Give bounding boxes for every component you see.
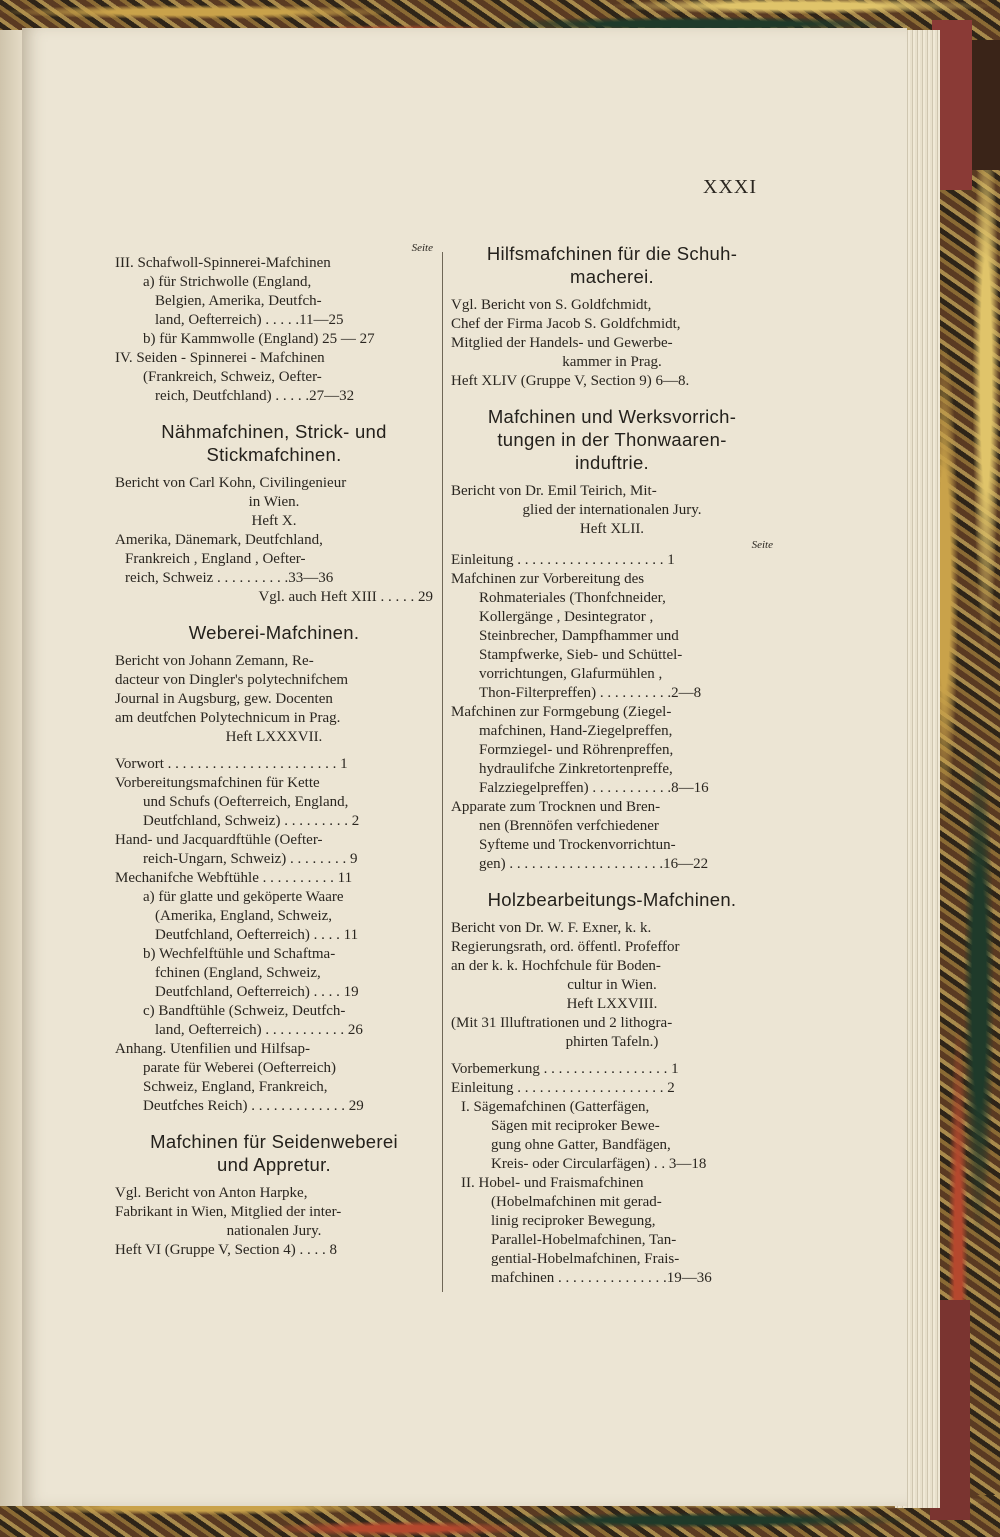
line: kammer in Prag. xyxy=(562,354,662,370)
line: an der k. k. Hochfchule für Boden- xyxy=(451,958,661,974)
line: nationalen Jury. xyxy=(226,1223,322,1239)
toc-line: Schweiz, England, Frankreich, xyxy=(143,1079,328,1095)
toc-line: fchinen (England, Schweiz, xyxy=(155,965,321,981)
line: Bericht von Dr. W. F. Exner, k. k. xyxy=(451,920,652,936)
toc-line: Deutfchland, Oefterreich) . . . . 11 xyxy=(155,927,359,943)
report-schuhmacherei xyxy=(451,296,773,391)
left-page-strip xyxy=(0,30,24,1506)
heading-line: Hilfsmafchinen für die Schuh- xyxy=(486,243,738,264)
section-heading-thonwaaren xyxy=(451,405,773,474)
report-weberei xyxy=(115,652,433,747)
line: reich, Schweiz . . . . . . . . . .33—36 xyxy=(125,570,334,586)
entry-iii xyxy=(115,254,433,349)
toc-line: Kreis- oder Circularfägen) . . 3—18 xyxy=(491,1156,707,1172)
line: glied der internationalen Jury. xyxy=(522,502,702,518)
line: Bericht von Dr. Emil Teirich, Mit- xyxy=(451,483,657,499)
column-rule xyxy=(442,252,443,1292)
toc-line: Mafchinen zur Vorbereitung des xyxy=(451,571,645,587)
line: Journal in Augsburg, gew. Docenten xyxy=(115,691,333,707)
line: (Mit 31 Illuftrationen und 2 lithogra- xyxy=(451,1015,673,1031)
section-heading-weberei: Weberei-Mafchinen. xyxy=(188,622,360,643)
line: Vgl. Bericht von S. Goldfchmidt, xyxy=(451,297,652,313)
entry-iv xyxy=(115,349,433,406)
toc-line: a) für glatte und geköperte Waare xyxy=(143,889,344,905)
line: IV. Seiden - Spinnerei - Mafchinen xyxy=(115,350,325,366)
toc-holzbearbeitung xyxy=(451,1060,773,1288)
toc-line: Anhang. Utenfilien und Hilfsap- xyxy=(115,1041,310,1057)
heading-line: Nähmafchinen, Strick- und xyxy=(161,421,387,442)
toc-line: (Amerika, England, Schweiz, xyxy=(155,908,333,924)
heading-line: und Appretur. xyxy=(217,1154,331,1175)
line: in Wien. xyxy=(248,494,300,510)
line: III. Schafwoll-Spinnerei-Mafchinen xyxy=(115,255,331,271)
line: phirten Tafeln.) xyxy=(565,1034,659,1050)
line: Amerika, Dänemark, Deutfchland, xyxy=(115,532,323,548)
toc-line: Thon-Filterpreffen) . . . . . . . . . .2—8 xyxy=(479,685,702,701)
toc-line: Mechanifche Webftühle . . . . . . . . . . 11 xyxy=(115,870,353,886)
toc-line: Steinbrecher, Dampfhammer und xyxy=(479,628,679,644)
line: dacteur von Dingler's polytechnifchem xyxy=(115,672,349,688)
section-heading-holzbearbeitung: Holzbearbeitungs-Mafchinen. xyxy=(487,889,737,910)
toc-line: Formziegel- und Röhrenpreffen, xyxy=(479,742,674,758)
toc-line: c) Bandftühle (Schweiz, Deutfch- xyxy=(143,1003,346,1019)
section-heading-seidenweberei xyxy=(115,1130,433,1176)
left-column xyxy=(115,242,433,1260)
report-holzbearbeitung xyxy=(451,919,773,1052)
line: am deutfchen Polytechnicum in Prag. xyxy=(115,710,341,726)
heft-label: Heft LXXVIII. xyxy=(566,996,658,1012)
line: cultur in Wien. xyxy=(567,977,657,993)
toc-line: reich-Ungarn, Schweiz) . . . . . . . . 9 xyxy=(143,851,358,867)
toc-thonwaaren xyxy=(451,551,773,874)
line: Bericht von Carl Kohn, Civilingenieur xyxy=(115,475,347,491)
toc-line: gung ohne Gatter, Bandfägen, xyxy=(491,1137,671,1153)
toc-line: und Schufs (Oefterreich, England, xyxy=(143,794,349,810)
toc-line: Parallel-Hobelmafchinen, Tan- xyxy=(491,1232,677,1248)
right-column xyxy=(451,242,773,1288)
toc-line: nen (Brennöfen verfchiedener xyxy=(479,818,659,834)
line: Heft XLIV (Gruppe V, Section 9) 6—8. xyxy=(451,373,690,389)
heading-line: Mafchinen für Seidenweberei xyxy=(150,1131,398,1152)
line: Chef der Firma Jacob S. Goldfchmidt, xyxy=(451,316,681,332)
toc-line: vorrichtungen, Glafurmühlen , xyxy=(479,666,663,682)
report-thonwaaren xyxy=(451,482,773,551)
toc-line: (Hobelmafchinen mit gerad- xyxy=(491,1194,662,1210)
toc-line: gential-Hobelmafchinen, Frais- xyxy=(491,1251,680,1267)
line: b) für Kammwolle (England) 25 — 27 xyxy=(143,331,375,347)
toc-line: Einleitung . . . . . . . . . . . . . . . . . . . . 1 xyxy=(451,552,675,568)
toc-line: II. Hobel- und Fraismafchinen xyxy=(461,1175,644,1191)
toc-line: b) Wechfelftühle und Schaftma- xyxy=(143,946,336,962)
heading-line: Stickmafchinen. xyxy=(206,444,342,465)
toc-line: I. Sägemafchinen (Gatterfägen, xyxy=(461,1099,650,1115)
seite-label: Seite xyxy=(751,539,773,551)
section-heading-schuhmacherei xyxy=(451,242,773,288)
toc-line: Stampfwerke, Sieb- und Schüttel- xyxy=(479,647,683,663)
toc-line: Kollergänge , Desintegrator , xyxy=(479,609,654,625)
line: Fabrikant in Wien, Mitglied der inter- xyxy=(115,1204,342,1220)
toc-line: Mafchinen zur Formgebung (Ziegel- xyxy=(451,704,672,720)
line: Mitglied der Handels- und Gewerbe- xyxy=(451,335,673,351)
toc-line: Deutfchland, Schweiz) . . . . . . . . . 2 xyxy=(143,813,360,829)
line: land, Oefterreich) . . . . .11—25 xyxy=(155,312,344,328)
heading-line: induftrie. xyxy=(575,452,649,473)
section-heading-naehmaschinen xyxy=(115,420,433,466)
line: a) für Strichwolle (England, xyxy=(143,274,312,290)
line: Regierungsrath, ord. öffentl. Profeffor xyxy=(451,939,680,955)
line: Vgl. auch Heft XIII . . . . . 29 xyxy=(258,589,433,605)
toc-line: mafchinen . . . . . . . . . . . . . . .19—36 xyxy=(491,1270,712,1286)
toc-line: Sägen mit reciproker Bewe- xyxy=(491,1118,660,1134)
page-number: XXXI xyxy=(703,176,757,198)
toc-line: Rohmateriales (Thonfchneider, xyxy=(479,590,666,606)
toc-line: Apparate zum Trocknen und Bren- xyxy=(451,799,661,815)
heading-line: Mafchinen und Werksvorrich- xyxy=(487,406,737,427)
toc-line: gen) . . . . . . . . . . . . . . . . . . . . .16—22 xyxy=(479,856,709,872)
seite-label: Seite xyxy=(411,242,433,254)
toc-line: parate für Weberei (Oefterreich) xyxy=(143,1060,336,1076)
toc-line: Hand- und Jacquardftühle (Oefter- xyxy=(115,832,323,848)
report-seidenweberei xyxy=(115,1184,433,1260)
toc-line: linig reciproker Bewegung, xyxy=(491,1213,656,1229)
heft-label: Heft X. xyxy=(251,513,297,529)
toc-line: mafchinen, Hand-Ziegelpreffen, xyxy=(479,723,673,739)
toc-line: Vorbemerkung . . . . . . . . . . . . . . . . . 1 xyxy=(451,1061,679,1077)
toc-line: Vorbereitungsmafchinen für Kette xyxy=(115,775,320,791)
toc-line: land, Oefterreich) . . . . . . . . . . . 26 xyxy=(155,1022,363,1038)
toc-line: Falzziegelpreffen) . . . . . . . . . . .8—16 xyxy=(479,780,709,796)
line: Belgien, Amerika, Deutfch- xyxy=(155,293,322,309)
report-naehmaschinen xyxy=(115,474,433,607)
line: (Frankreich, Schweiz, Oefter- xyxy=(143,369,322,385)
heading-line: tungen in der Thonwaaren- xyxy=(497,429,727,450)
line: reich, Deutfchland) . . . . .27—32 xyxy=(155,388,355,404)
toc-weberei xyxy=(115,755,433,1116)
toc-line: Deutfches Reich) . . . . . . . . . . . . . 29 xyxy=(143,1098,364,1114)
heft-label: Heft LXXXVII. xyxy=(225,729,323,745)
toc-line: Vorwort . . . . . . . . . . . . . . . . . . . . . . . 1 xyxy=(115,756,348,772)
toc-line: Einleitung . . . . . . . . . . . . . . . . . . . . 2 xyxy=(451,1080,675,1096)
line: Heft VI (Gruppe V, Section 4) . . . . 8 xyxy=(115,1242,338,1258)
toc-line: Deutfchland, Oefterreich) . . . . 19 xyxy=(155,984,359,1000)
toc-line: hydraulifche Zinkretortenpreffe, xyxy=(479,761,673,777)
heading-line: macherei. xyxy=(570,266,654,287)
heft-label: Heft XLII. xyxy=(579,521,645,537)
line: Vgl. Bericht von Anton Harpke, xyxy=(115,1185,308,1201)
line: Frankreich , England , Oefter- xyxy=(125,551,306,567)
line: Bericht von Johann Zemann, Re- xyxy=(115,653,314,669)
toc-line: Syfteme und Trockenvorrichtun- xyxy=(479,837,676,853)
